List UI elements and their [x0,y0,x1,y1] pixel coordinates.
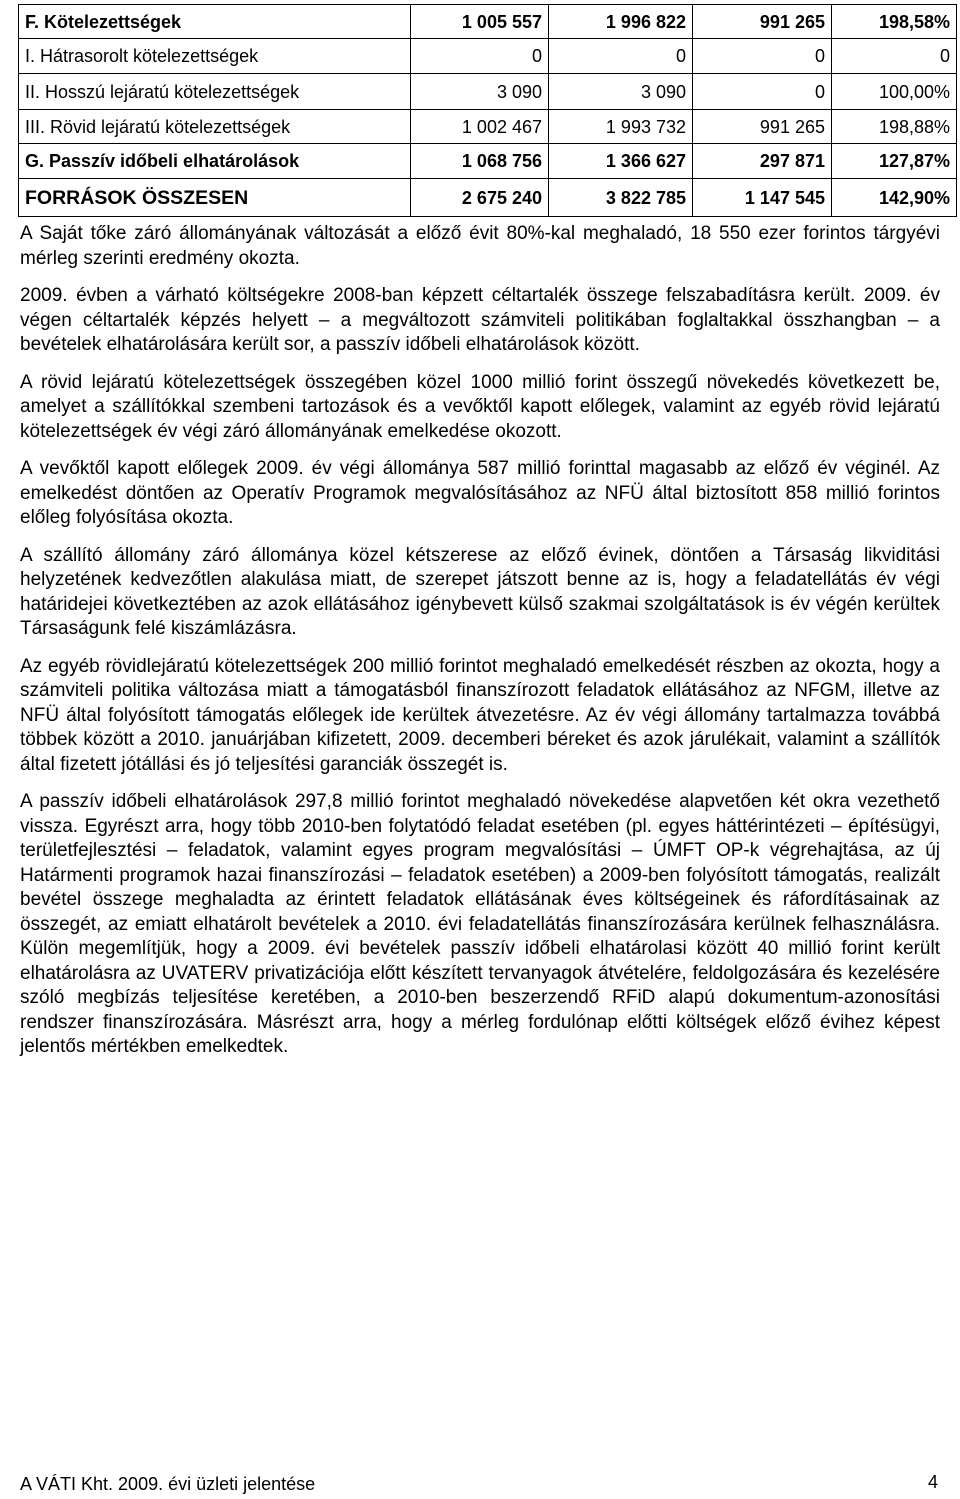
paragraph: A szállító állomány záró állománya közel kétszerese az előző évinek, döntően a Társaság likviditási helyzetének kedvezőtlen alakulása miatt, de szerepet játszott benne az is, hogy a feladatellátás év végi határidejei következtében az azok ellátásához igénybevett külső szakmai szolgáltatások is év végén kerültek Társaságunk felé kiszámlázásra. [20,544,940,639]
table-row [19,5,957,39]
row-value: 3 090 [549,74,693,110]
row-value: 1 996 822 [549,5,693,39]
row-label: F. Kötelezettségek [19,5,411,39]
table-row [19,110,957,144]
paragraph: A passzív időbeli elhatárolások 297,8 millió forintot meghaladó növekedése alapvetően két okra vezethető vissza. Egyrészt arra, hogy több 2010-ben folytatódó feladat esetében (pl. egyes háttérintézeti – építésügyi, területfejlesztési – feladatok, valamint egyes program megvalósítási – ÚMFT OP-k végrehajtása, az új Határmenti programok hazai finanszírozási – feladatok esetében) a 2009-ben folyósított támogatás, realizált bevétel összege meghaladta az érintett feladatok ellátásának éves költségeinek és ráfordításainak az összegét, az emiatt elhatárolt bevételek a 2010. évi feladatellátás finanszírozására kerülnek felhasználásra. Külön megemlítjük, hogy a 2009. évi bevételek passzív időbeli elhatárolasi között 40 millió forint került elhatárolásra az UVATERV privatizációja előtt készített tervanyagok átvételére, feldolgozására és kezelésére szóló megbízás teljesítése keretében, a 2010-ben beszerzendő RFiD alapú dokumentum-azonosítási rendszer finanszírozására. Másrészt arra, hogy a mérleg fordulónap előtti költségek előző évihez képest jelentős mértékben emelkedtek. [20,791,940,1057]
row-value: 991 265 [693,5,832,39]
paragraph: 2009. évben a várható költségekre 2008-ban képzett céltartalék összege felszabadításra került. 2009. év végen céltartalék képzés helyett – a megváltozott számviteli politikában foglaltakkal összhangban – a bevételek elhatárolására került sor, a passzív időbeli elhatárolások között. [20,285,940,355]
footer-title: A VÁTI Kht. 2009. évi üzleti jelentése [20,1474,316,1494]
paragraph: A Saját tőke záró állományának változását a előző évit 80%-kal meghaladó, 18 550 ezer forintos tárgyévi mérleg szerinti eredmény okozta. [20,223,940,269]
row-value: 1 993 732 [549,110,693,144]
row-value: 0 [411,39,549,74]
row-value: 198,58% [832,5,957,39]
row-value: 991 265 [693,110,832,144]
row-value: 2 675 240 [411,179,549,217]
row-value: 0 [832,39,957,74]
row-label: III. Rövid lejáratú kötelezettségek [19,110,411,144]
row-label: I. Hátrasorolt kötelezettségek [19,39,411,74]
page-number: 4 [927,1472,938,1492]
row-value: 1 005 557 [411,5,549,39]
row-value: 1 366 627 [549,144,693,179]
row-label: FORRÁSOK ÖSSZESEN [19,179,411,217]
paragraph: Az egyéb rövidlejáratú kötelezettségek 200 millió forintot meghaladó emelkedését részben az okozta, hogy a számviteli politika változása miatt a támogatásból finanszírozott feladatok ellátásához az NFGM, illetve az NFÜ által folyósított támogatás előlegek ide kerültek átvezetésre. Az év végi állomány tartalmazza továbbá többek között a 2010. januárjában kifizetett, 2009. decemberi béreket és azok járulékait, valamint a szállítók által fizetett jótállási és jó teljesítési garanciák összegét is. [20,655,940,775]
table-row [19,39,957,74]
paragraph: A vevőktől kapott előlegek 2009. év végi állománya 587 millió forinttal magasabb az előző év véginél. Az emelkedést döntően az Operatív Programok megvalósításához az NFÜ által biztosított 858 millió forintos előleg folyósítása okozta. [20,458,940,528]
row-value: 100,00% [832,74,957,110]
liabilities-table [18,4,957,217]
row-value: 3 090 [411,74,549,110]
row-value: 0 [549,39,693,74]
table-row [19,144,957,179]
table-row [19,179,957,217]
row-value: 1 002 467 [411,110,549,144]
row-label: G. Passzív időbeli elhatárolások [19,144,411,179]
row-value: 297 871 [693,144,832,179]
row-value: 198,88% [832,110,957,144]
table-row [19,74,957,110]
row-label: II. Hosszú lejáratú kötelezettségek [19,74,411,110]
row-value: 127,87% [832,144,957,179]
row-value: 0 [693,39,832,74]
row-value: 3 822 785 [549,179,693,217]
paragraph: A rövid lejáratú kötelezettségek összegében közel 1000 millió forint összegű növekedés következett be, amelyet a szállítókkal szembeni tartozások és a vevőktől kapott előlegek, valamint az egyéb rövid lejáratú kötelezettségek év végi záró állományának emelkedése okozott. [20,371,940,442]
body-text [20,222,940,1073]
row-value: 142,90% [832,179,957,217]
row-value: 1 068 756 [411,144,549,179]
row-value: 1 147 545 [693,179,832,217]
row-value: 0 [693,74,832,110]
